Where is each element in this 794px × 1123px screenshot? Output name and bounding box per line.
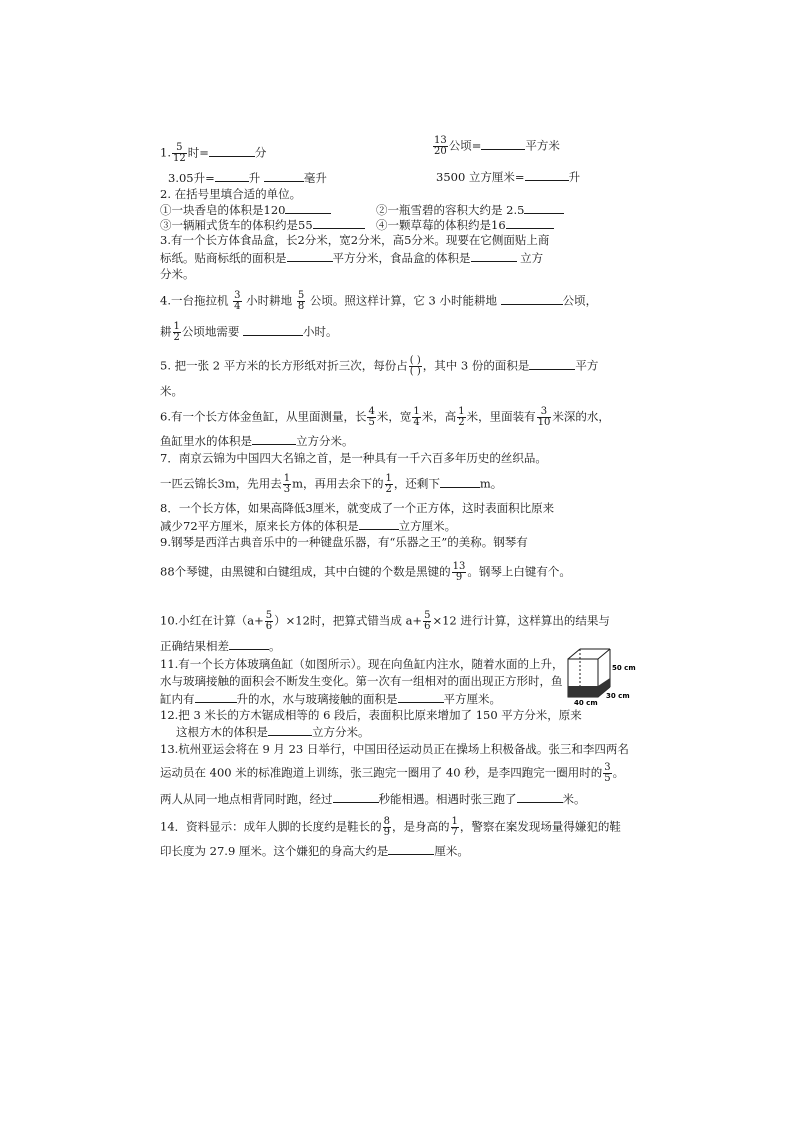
fraction: $\frac{1}{3}$ (283, 473, 291, 495)
answer-blank[interactable] (471, 250, 517, 262)
q10-line-1: 10.小红在计算（a+ $\frac{5}{6}$ ）×12时，把算式错当成 a+ $\frac{5}{6}$ ×12 进行计算，这样算出的结果与 (160, 610, 610, 632)
q2-title: 2. 在括号里填合适的单位。 (160, 187, 302, 201)
answer-blank[interactable] (517, 791, 563, 803)
answer-blank[interactable] (264, 170, 304, 182)
answer-blank[interactable] (209, 145, 255, 157)
q1-a: 1. $\frac{5}{12}$ 时= 分 (160, 142, 267, 164)
q11-line-1: 11.有一个长方体玻璃鱼缸（如图所示）。现在向鱼缸内注水，随着水面的上升， (160, 657, 564, 671)
fraction: $\frac{1}{7}$ (451, 816, 458, 838)
q1-d: 3500 立方厘米= 升 (436, 170, 581, 184)
fraction: $\frac{8}{9}$ (383, 816, 391, 838)
answer-blank[interactable] (501, 293, 563, 305)
gravel-layer (568, 678, 610, 697)
answer-blank[interactable] (229, 638, 269, 650)
answer-blank[interactable] (215, 170, 249, 182)
length-label: 40 cm (574, 699, 598, 707)
answer-blank[interactable] (243, 324, 303, 336)
q13-line-1: 13.杭州亚运会将在 9 月 23 日举行，中国田径运动员正在操场上积极备战。张三和李四两名 (160, 742, 629, 756)
q4-line-2: 耕 $\frac{1}{2}$ 公顷地需要 小时。 (160, 321, 338, 343)
q9-line-1: 9.钢琴是西洋古典音乐中的一种键盘乐器，有“乐器之王”的美称。钢琴有 (160, 535, 528, 549)
width-label: 30 cm (606, 692, 630, 700)
q2-item-4: ④一颗草莓的体积约是16 (376, 217, 554, 232)
fraction: $\frac{1}{4}$ (413, 406, 420, 428)
fraction: $\frac{3}{5}$ (604, 762, 611, 784)
answer-blank[interactable] (195, 691, 237, 703)
q11-line-3: 缸内有 升的水，水与玻璃接触的面积是 平方厘米。 (160, 692, 501, 706)
q3-line-1: 3.有一个长方体食品盒，长2分米，宽2分米，高5分米。现要在它侧面贴上商 (160, 233, 550, 247)
q6-line-2: 鱼缸里水的体积是 立方分米。 (160, 434, 354, 448)
q3-line-2: 标纸。贴商标纸的面积是 平方分米，食品盒的体积是 立方 (160, 251, 544, 265)
q14-line-2: 印长度为 27.9 厘米。这个嫌犯的身高大约是 厘米。 (160, 844, 469, 858)
q2-item-1: ①一块香皂的体积是120 (160, 202, 331, 217)
q13-line-2: 运动员在 400 米的标准跑道上训练，张三跑完一圈用了 40 秒，是李四跑完一圈用时的 $\frac{3}{5}$ 。 (160, 762, 625, 784)
answer-blank[interactable] (524, 202, 564, 214)
fraction: $\frac{5}{8}$ (297, 290, 305, 312)
answer-blank[interactable] (525, 169, 569, 181)
answer-blank[interactable] (481, 138, 525, 150)
fraction: $\frac{5}{6}$ (424, 610, 431, 632)
q13-line-3: 两人从同一地点相背同时跑，经过 秒能相遇。相遇时张三跑了 米。 (160, 792, 586, 806)
q2-item-2: ②一瓶雪碧的容积大约是 2.5 (376, 202, 564, 217)
answer-blank[interactable] (359, 518, 399, 530)
q12-line-2: 这根方木的体积是 立方分米。 (176, 725, 370, 739)
q14-line-1: 14．资料显示：成年人脚的长度约是鞋长的 $\frac{8}{9}$ ，是身高的 $\frac{1}{7}$ ，警察在案发现场量得嫌犯的鞋 (160, 816, 621, 838)
fraction: $\frac{4}{5}$ (368, 406, 375, 428)
fraction: $\frac{3}{4}$ (234, 290, 241, 312)
answer-blank[interactable] (252, 433, 296, 445)
answer-blank[interactable] (440, 476, 480, 488)
q8-line-2: 减少72平方厘米，原来长方体的体积是 立方厘米。 (160, 519, 457, 533)
fraction: $\frac{13}{20}$ (434, 135, 447, 157)
fraction: $\frac{1}{2}$ (173, 321, 180, 343)
fraction: $\frac{1}{2}$ (458, 406, 465, 428)
q2-item-3: ③一辆厢式货车的体积约是55 (160, 217, 365, 232)
q6-line-1: 6.有一个长方体金鱼缸，从里面测量，长 $\frac{4}{5}$ 米，宽 $\frac{1}{4}$ 米，高 $\frac{1}{2}$ 米，里面装有 $\frac{3}{10}$ 米深的水， (160, 406, 610, 428)
fraction: $\frac{13}{9}$ (452, 561, 466, 583)
answer-blank[interactable] (287, 250, 333, 262)
q12-line-1: 12.把 3 米长的方木锯成相等的 6 段后，表面积比原来增加了 150 平方分米，原来 (160, 708, 582, 722)
answer-blank[interactable] (506, 217, 554, 229)
q3-line-3: 分米。 (160, 267, 195, 281)
fish-tank-figure (566, 645, 636, 707)
q8-line-1: 8．一个长方体，如果高降低3厘米，就变成了一个正方体，这时表面积比原来 (160, 501, 555, 515)
q11-line-2: 水与玻璃接触的面积会不断发生变化。第一次有一组相对的面出现正方形时，鱼 (160, 674, 563, 688)
answer-blank[interactable] (268, 724, 312, 736)
height-label: 50 cm (612, 664, 636, 672)
q5-line-2: 米。 (160, 384, 183, 398)
fraction: $\frac{1}{2}$ (385, 473, 392, 495)
q5-line-1: 5. 把一张 2 平方米的长方形纸对折三次，每份占 $\frac{( )}{( )}$ ，其中 3 份的面积是 平方 (160, 355, 599, 377)
q7-line-2: 一匹云锦长3m，先用去 $\frac{1}{3}$ m，再用去余下的 $\frac{1}{2}$ ，还剩下 m。 (160, 473, 503, 495)
fraction: $\frac{5}{6}$ (265, 610, 273, 632)
q4-line-1: 4.一台拖拉机 $\frac{3}{4}$ 小时耕地 $\frac{5}{8}$ 公顷。照这样计算，它 3 小时能耕地 公顷， (160, 290, 598, 312)
q1-b: $\frac{13}{20}$ 公顷= 平方米 (434, 135, 560, 157)
fraction: $\frac{3}{10}$ (537, 406, 551, 428)
answer-blank[interactable] (398, 691, 444, 703)
answer-blank[interactable] (529, 358, 575, 370)
q7-line-1: 7．南京云锦为中国四大名锦之首，是一种具有一千六百多年历史的丝织品。 (160, 451, 547, 465)
q9-line-2: 88个琴键，由黑键和白键组成，其中白键的个数是黑键的 $\frac{13}{9}$ 。钢琴上白键有个。 (160, 561, 571, 583)
fraction-blank[interactable]: $\frac{( )}{( )}$ (409, 355, 421, 377)
answer-blank[interactable] (285, 202, 331, 214)
answer-blank[interactable] (388, 843, 434, 855)
q1-c: 3.05升= 升 毫升 (168, 171, 327, 185)
fraction: $\frac{5}{12}$ (172, 142, 186, 164)
q10-line-2: 正确结果相差 。 (160, 639, 281, 653)
answer-blank[interactable] (333, 791, 379, 803)
answer-blank[interactable] (313, 217, 365, 229)
